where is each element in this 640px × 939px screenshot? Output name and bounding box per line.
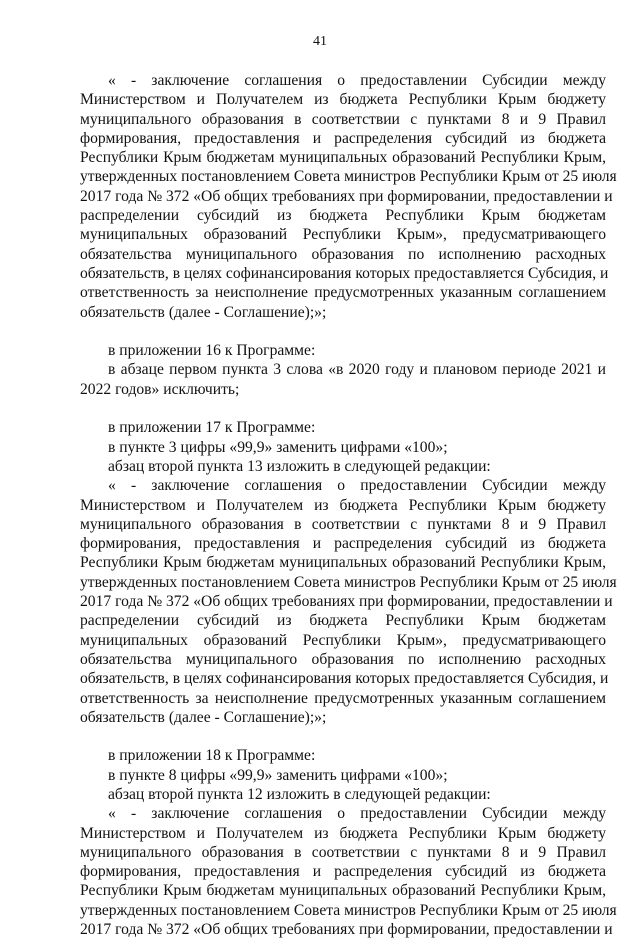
paragraph-gap	[80, 727, 606, 746]
text-line: в приложении 17 к Программе:	[108, 419, 316, 437]
document-body	[80, 71, 617, 939]
text-line: муниципальных образований Республики Крым», предусматривающего	[80, 226, 606, 244]
paragraph-gap	[80, 399, 606, 418]
text-line: муниципального образования в соответствии с пунктами 8 и 9 Правил	[80, 515, 606, 533]
text-line: формирования, предоставления и распределения субсидий из бюджета	[80, 129, 606, 147]
text-line: формирования, предоставления и распределения субсидий из бюджета	[80, 535, 606, 553]
text-line: в пункте 8 цифры «99,9» заменить цифрами «100»;	[108, 766, 448, 784]
page-number: 41	[313, 34, 327, 49]
text-line: утвержденных постановлением Совета министров Республики Крым от 25 июля	[80, 901, 617, 919]
text-line: в абзаце первом пункта 3 слова «в 2020 году и плановом периоде 2021 и	[108, 361, 606, 379]
text-line: обязательств, в целях софинансирования которых предоставляется Субсидия, и	[80, 670, 609, 688]
text-line: 2017 года № 372 «Об общих требованиях при формировании, предоставлении и	[80, 593, 613, 611]
text-line: в приложении 16 к Программе:	[108, 342, 316, 360]
text-line: утвержденных постановлением Совета министров Республики Крым от 25 июля	[80, 168, 617, 186]
paragraph-gap	[80, 322, 606, 341]
text-line: Министерством и Получателем из бюджета Республики Крым бюджету	[80, 496, 606, 514]
text-line: формирования, предоставления и распределения субсидий из бюджета	[80, 863, 606, 881]
text-line: Республики Крым бюджетам муниципальных образований Республики Крым,	[80, 882, 606, 900]
text-line: муниципального образования в соответствии с пунктами 8 и 9 Правил	[80, 843, 606, 861]
text-line: Республики Крым бюджетам муниципальных образований Республики Крым,	[80, 554, 606, 572]
text-line: 2017 года № 372 «Об общих требованиях при формировании, предоставлении и	[80, 921, 613, 939]
text-line: « - заключение соглашения о предоставлении Субсидии между	[108, 805, 606, 823]
text-line: обязательств, в целях софинансирования которых предоставляется Субсидия, и	[80, 264, 609, 282]
text-line: обязательств (далее - Соглашение);»;	[80, 708, 327, 726]
text-line: ответственность за неисполнение предусмотренных указанным соглашением	[80, 689, 606, 707]
text-line: « - заключение соглашения о предоставлении Субсидии между	[108, 72, 606, 89]
text-line: абзац второй пункта 12 изложить в следующей редакции:	[108, 785, 491, 803]
text-line: распределении субсидий из бюджета Республики Крым бюджетам	[80, 612, 606, 630]
text-line: муниципального образования в соответствии с пунктами 8 и 9 Правил	[80, 110, 606, 128]
text-line: утвержденных постановлением Совета министров Республики Крым от 25 июля	[80, 573, 617, 591]
text-line: обязательства муниципального образования по исполнению расходных	[80, 245, 606, 263]
text-line: Министерством и Получателем из бюджета Республики Крым бюджету	[80, 824, 606, 842]
text-line: абзац второй пункта 13 изложить в следующей редакции:	[108, 457, 491, 475]
text-line: Министерством и Получателем из бюджета Республики Крым бюджету	[80, 91, 606, 109]
text-line: ответственность за неисполнение предусмотренных указанным соглашением	[80, 284, 606, 302]
text-line: распределении субсидий из бюджета Республики Крым бюджетам	[80, 207, 606, 225]
text-line: « - заключение соглашения о предоставлении Субсидии между	[108, 477, 606, 495]
text-line: 2017 года № 372 «Об общих требованиях при формировании, предоставлении и	[80, 187, 613, 205]
text-line: 2022 годов» исключить;	[80, 380, 240, 398]
text-line: Республики Крым бюджетам муниципальных образований Республики Крым,	[80, 149, 606, 167]
text-line: в пункте 3 цифры «99,9» заменить цифрами «100»;	[108, 438, 448, 456]
text-line: обязательства муниципального образования по исполнению расходных	[80, 650, 606, 668]
text-line: в приложении 18 к Программе:	[108, 747, 316, 765]
text-line: обязательств (далее - Соглашение);»;	[80, 303, 327, 321]
text-line: муниципальных образований Республики Крым», предусматривающего	[80, 631, 606, 649]
